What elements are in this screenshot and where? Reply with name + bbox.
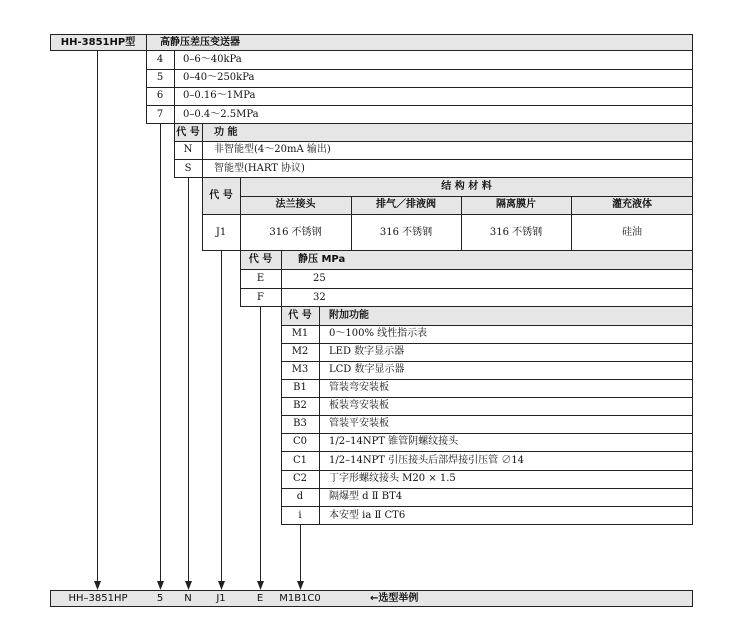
range-value: 0–0.4～2.5MPa (183, 108, 259, 120)
option-code: M1 (291, 328, 309, 339)
arrow-output-head (185, 581, 192, 590)
option-code: M3 (291, 364, 309, 375)
material-col-header: 隔离膜片 (496, 199, 536, 210)
option-value: 1/2–14NPT 锥管阴螺纹接头 (329, 436, 459, 447)
option-code: C1 (292, 454, 307, 466)
arrow-range-head (157, 581, 164, 590)
option-value: 隔爆型 d Ⅱ BT4 (329, 491, 403, 502)
output-func-header: 功 能 (214, 126, 238, 138)
model-title: HH-3851HP型 (60, 36, 136, 48)
option-code: i (298, 509, 302, 521)
output-code: S (184, 162, 192, 174)
material-code-header: 代 号 (209, 190, 233, 201)
example-material: J1 (216, 592, 226, 604)
option-value: 板装弯安装板 (329, 400, 389, 411)
arrow-model-head (94, 581, 101, 590)
example-options: M1B1C0 (279, 592, 321, 604)
option-value: 1/2–14NPT 引压接头后部焊接引压管 ∅14 (329, 454, 525, 466)
material-value: 316 不锈钢 (379, 226, 433, 238)
options-code-header: 代 号 (288, 310, 312, 321)
material-col-header: 排气／排液阀 (376, 199, 436, 210)
output-code: N (183, 144, 193, 155)
arrow-options-head (297, 581, 304, 590)
range-value: 0–0.16～1MPa (183, 90, 256, 101)
example-label: ←选型举例 (370, 592, 419, 604)
material-value: 316 不锈钢 (269, 226, 322, 238)
material-group-header: 结 构 材 料 (441, 181, 492, 192)
range-code: 4 (156, 54, 164, 65)
option-value: 丁字形螺纹接头 M20 × 1.5 (329, 473, 456, 484)
pressure-value: 25 (313, 272, 326, 284)
example-range: 5 (156, 592, 164, 604)
example-pressure: E (256, 592, 264, 604)
option-code: C2 (292, 473, 307, 484)
pressure-value-header: 静压 MPa (298, 254, 346, 265)
option-value: 管装弯安装板 (329, 382, 389, 393)
range-value: 0–6～40kPa (183, 54, 242, 65)
options-value-header: 附加功能 (329, 310, 369, 321)
output-code-header: 代 号 (176, 126, 200, 138)
material-value: 316 不锈钢 (489, 226, 543, 238)
option-value: LCD 数字显示器 (329, 364, 405, 375)
option-code: d (296, 491, 304, 502)
output-value: 智能型(HART 协议) (214, 162, 305, 174)
range-code: 5 (156, 72, 164, 83)
example-model: HH–3851HP (68, 592, 128, 604)
arrow-pressure-head (257, 581, 264, 590)
pressure-code: E (256, 272, 265, 284)
example-output: N (184, 592, 192, 604)
material-code: J1 (215, 226, 227, 238)
option-value: 0～100% 线性指示表 (329, 328, 428, 339)
range-code: 6 (156, 90, 164, 101)
pressure-code: F (257, 291, 264, 303)
material-value: 硅油 (622, 226, 642, 238)
option-code: C0 (292, 436, 307, 447)
option-code: B1 (293, 382, 307, 393)
option-code: B2 (293, 400, 307, 411)
option-code: M2 (291, 346, 309, 357)
option-value: LED 数字显示器 (329, 346, 405, 357)
output-value: 非智能型(4～20mA 输出) (214, 144, 331, 155)
product-title: 高静压差压变送器 (160, 36, 240, 48)
arrow-material-head (218, 581, 225, 590)
material-col-header: 法兰接头 (275, 199, 316, 210)
range-code: 7 (156, 108, 164, 120)
pressure-value: 32 (313, 291, 326, 303)
option-code: B3 (293, 418, 307, 429)
material-col-header: 灌充液体 (612, 199, 652, 210)
range-value: 0–40～250kPa (183, 72, 255, 83)
pressure-code-header: 代 号 (248, 254, 273, 265)
option-value: 管装平安装板 (329, 418, 389, 429)
option-value: 本安型 ia Ⅱ CT6 (329, 509, 406, 521)
